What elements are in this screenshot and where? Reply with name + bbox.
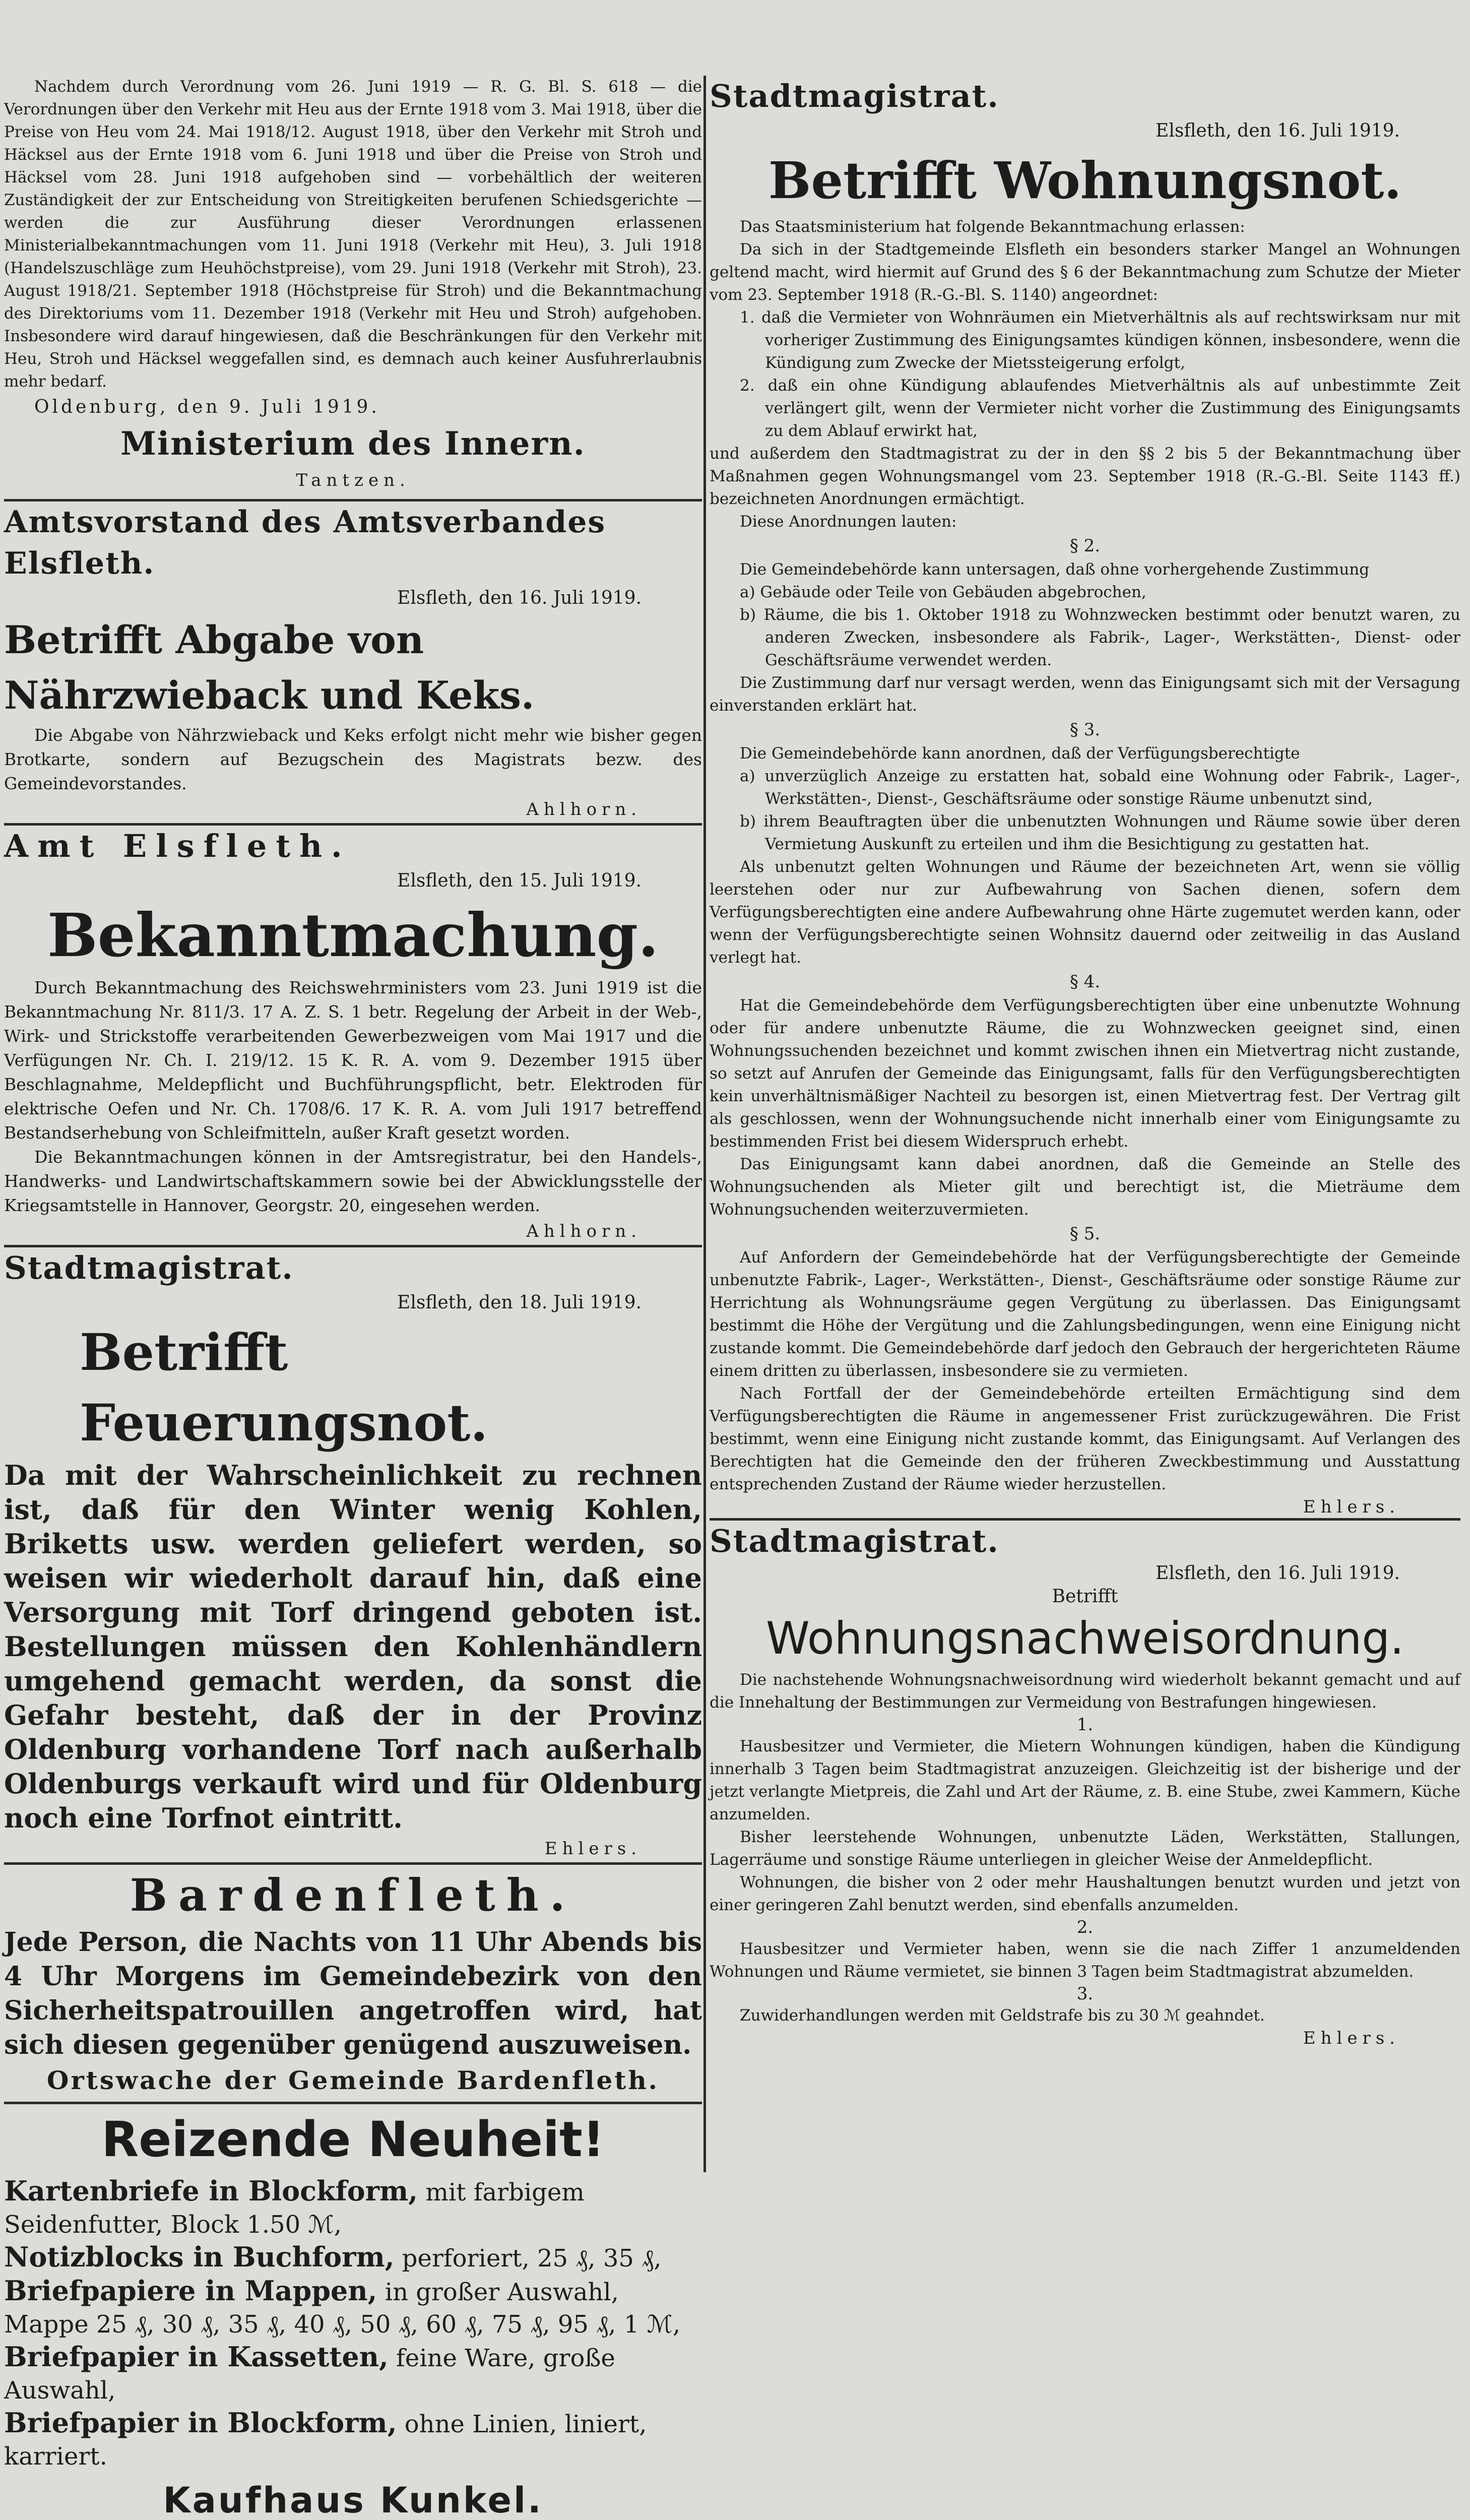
housing-item-1: 1. daß die Vermieter von Wohnräumen ein Mietverhältnis als auf rechtswirksam nur mit vorheriger Zustimmung des Einigungsamtes kündigen können, insbesondere, wenn die Kündigung zum Zwecke der Mietssteigerung erfolgt, <box>740 308 1460 372</box>
housing-agency: Stadtmagistrat. <box>710 78 999 114</box>
section-3-text: Die Gemeindebehörde kann anordnen, daß der Verfügungsberechtigte <box>740 744 1300 763</box>
advertisement <box>4 2104 702 2520</box>
right-column <box>710 76 1460 2049</box>
amtsvorstand-dateline: Elsfleth, den 16. Juli 1919. <box>397 588 642 608</box>
amt-signer: Ahlhorn. <box>526 1221 642 1241</box>
housing-headline: Betrifft Wohnungsnot. <box>768 151 1402 210</box>
advert-line-4-detail: feine Ware, große Auswahl, <box>4 2344 615 2405</box>
ordinance-item-2-number: 2. <box>1076 1917 1094 1937</box>
ordinance-pre-headline: Betrifft <box>1052 1586 1118 1607</box>
section-3-text-2: Als unbenutzt gelten Wohnungen und Räume der bezeichneten Art, wenn sie völlig leerstehen oder nur zur Aufbewahrung von Sachen dienen, sofern dem Verfügungsberechtigten eine andere Aufbewahrung ohne Härte zugemutet werden kann, oder wenn der Verfügungsberechtigte seinen Wohnsitz dauernd oder zeitweilig in das Ausland verlegt hat. <box>710 858 1460 967</box>
fuel-headline: Betrifft Feuerungsnot. <box>80 1322 488 1453</box>
advert-store: Kaufhaus Kunkel. <box>163 2480 543 2520</box>
ordinance-signer: Ehlers. <box>1303 2028 1400 2048</box>
fuel-notice <box>4 1247 702 1862</box>
housing-p3: Diese Anordnungen lauten: <box>740 513 957 531</box>
ordinance-item-2-text: Hausbesitzer und Vermieter haben, wenn sie die nach Ziffer 1 anzumeldenden Wohnungen und Räume vermietet, sie binnen 3 Tagen beim Stadtmagistrat abzumelden. <box>710 1940 1460 1981</box>
housing-signer: Ehlers. <box>1303 1497 1400 1517</box>
housing-item-2: 2. daß ein ohne Kündigung ablaufendes Mietverhältnis als auf unbestimmte Zeit verlängert gilt, wenn der Vermieter nicht vorher die Zustimmung des Einigungsamts zu dem Ablauf erwirkt hat, <box>740 376 1460 440</box>
bardenfleth-body: Jede Person, die Nachts von 11 Uhr Abends bis 4 Uhr Morgens im Gemeindebezirk von den Sicherheitspatrouillen angetroffen wird, hat sich diesen gegenüber genügend auszuweisen. <box>4 1927 702 2060</box>
ordinance-item-1-text-2: Bisher leerstehende Wohnungen, unbenutzte Läden, Werkstätten, Stallungen, Lagerräume und sonstige Räume unterliegen in gleicher Weise der Anmeldepflicht. <box>710 1828 1460 1869</box>
section-4-text: Hat die Gemeindebehörde dem Verfügungsberechtigten über eine unbenutzte Wohnung oder für andere unbenutzte Räume, die zu Wohnzwecken geeignet sind, einen Wohnungssuchenden bezeichnet und kommt zwischen ihnen ein Mietvertrag nicht zustande, so setzt auf Anrufen der Gemeinde das Einigungsamt, falls für den Verfügungsberechtigten kein unverhältnismäßiger Nachteil zu besorgen ist, einen Mietvertrag fest. Der Vertrag gilt als geschlossen, wenn der Wohnungsuchende nicht innerhalb einer vom Einigungsamte zu bestimmenden Frist bei diesem Widerspruch erhebt. <box>710 996 1460 1151</box>
housing-p1: Da sich in der Stadtgemeinde Elsfleth ein besonders starker Mangel an Wohnungen geltend macht, wird hiermit auf Grund des § 6 der Bekanntmachung zum Schutze der Mieter vom 23. September 1918 (R.-G.-Bl. S. 1140) angeordnet: <box>710 240 1460 304</box>
amt-notice <box>4 826 702 1245</box>
advert-line-2-detail: perforiert, 25 ₰, 35 ₰, <box>394 2244 662 2273</box>
column-divider <box>704 76 706 2172</box>
advert-line-2-product: Notizblocks in Buchform, <box>4 2241 395 2273</box>
ordinance-dateline: Elsfleth, den 16. Juli 1919. <box>1156 1563 1400 1584</box>
section-2-a: a) Gebäude oder Teile von Gebäuden abgebrochen, <box>740 583 1146 601</box>
ministry-dateline: Oldenburg, den 9. Juli 1919. <box>34 397 380 417</box>
advert-line-5 <box>4 2407 702 2473</box>
advert-line-1-product: Kartenbriefe in Blockform, <box>4 2175 418 2207</box>
fuel-body: Da mit der Wahrscheinlichkeit zu rechnen ist, daß für den Winter wenig Kohlen, Briketts usw. werden geliefert werden, so weisen wir wiederholt darauf hin, daß eine Versorgung mit Torf dringend geboten ist. Bestellungen müssen den Kohlenhändlern umgehend gemacht werden, da sonst die Gefahr besteht, daß der in der Provinz Oldenburg vorhandene Torf nach außerhalb Oldenburgs verkauft wird und für Oldenburg noch eine Torfnot eintritt. <box>4 1459 702 1834</box>
amt-dateline: Elsfleth, den 15. Juli 1919. <box>397 870 642 891</box>
bardenfleth-title: Bardenfleth. <box>130 1869 577 1921</box>
ministry-signature: Ministerium des Innern. <box>120 425 586 463</box>
amt-body-1: Durch Bekanntmachung des Reichswehrministers vom 23. Juni 1919 ist die Bekanntmachung Nr. 811/3. 17 A. Z. S. 1 betr. Regelung der Arbeit in der Web-, Wirk- und Strickstoffe verarbeitenden Gewerbezweigen vom Mai 1917 und die Verfügungen Nr. Ch. I. 219/12. 15 K. R. A. vom 9. Dezember 1915 über Beschlagnahme, Meldepflicht und Buchführungspflicht, betr. Elektroden für elektrische Oefen und Nr. Ch. 1708/6. 17 K. R. A. vom Juli 1917 betreffend Bestandserhebung von Schleifmitteln, außer Kraft gesetzt worden. <box>4 978 702 1143</box>
section-2-heading: § 2. <box>1069 536 1101 556</box>
section-5-text: Auf Anfordern der Gemeindebehörde hat der Verfügungsberechtigte der Gemeinde unbenutzte Fabrik-, Lager-, Werkstätten-, Dienst-, Geschäftsräume oder sonstige Räume zur Herrichtung als Wohnungsräume gegen Vergütung zu überlassen. Das Einigungsamt bestimmt die Höhe der Vergütung und die Zahlungsbedingungen, wenn eine Einigung nicht zustande kommt. Die Gemeindebehörde darf jedoch den Gebrauch der hergerichteten Räume einem dritten zu überlassen, insbesondere sie zu vermieten. <box>710 1248 1460 1380</box>
fuel-agency: Stadtmagistrat. <box>4 1249 294 1286</box>
fuel-dateline: Elsfleth, den 18. Juli 1919. <box>397 1292 642 1313</box>
section-4-text-2: Das Einigungsamt kann dabei anordnen, daß die Gemeinde an Stelle des Wohnungsuchenden als Mieter gilt und berechtigt ist, die Mieträume dem Wohnungsuchenden weiterzuvermieten. <box>710 1155 1460 1219</box>
amtsvorstand-notice <box>4 501 702 823</box>
amtsvorstand-body: Die Abgabe von Nährzwieback und Keks erfolgt nicht mehr wie bisher gegen Brotkarte, sondern auf Bezugschein des Magistrats bezw. des Gemeindevorstandes. <box>4 725 702 793</box>
ordinance-intro: Die nachstehende Wohnungsnachweisordnung wird wiederholt bekannt gemacht und auf die Innehaltung der Bestimmungen zur Vermeidung von Bestrafungen hingewiesen. <box>710 1671 1460 1712</box>
section-2-b: b) Räume, die bis 1. Oktober 1918 zu Wohnzwecken bestimmt oder benutzt waren, zu anderen Zwecken, insbesondere als Fabrik-, Lager-, Werkstätten-, Dienst- oder Geschäftsräume verwendet werden. <box>740 606 1460 669</box>
section-5-heading: § 5. <box>1069 1224 1101 1244</box>
advert-line-2 <box>4 2241 702 2275</box>
advert-title: Reizende Neuheit! <box>101 2111 605 2168</box>
ordinance-agency: Stadtmagistrat. <box>710 1523 999 1559</box>
advert-line-1 <box>4 2175 702 2241</box>
amtsvorstand-agency: Amtsvorstand des Amtsverbandes Elsfleth. <box>4 505 606 581</box>
ordinance-item-3-text: Zuwiderhandlungen werden mit Geldstrafe bis zu 30 ℳ geahndet. <box>740 2006 1265 2025</box>
ministry-body: Nachdem durch Verordnung vom 26. Juni 1919 — R. G. Bl. S. 618 — die Verordnungen über den Verkehr mit Heu aus der Ernte 1918 vom 3. Mai 1918, über die Preise von Heu vom 24. Mai 1918/12. August 1918, über den Verkehr mit Stroh und Häcksel aus der Ernte 1918 vom 6. Juni 1918 und über die Preise von Stroh und Häcksel vom 28. Juni 1918 aufgehoben sind — vorbehältlich der weiteren Zuständigkeit der zur Entscheidung von Streitigkeiten berufenen Schiedsgerichte — werden die zur Ausführung dieser Verordnungen erlassenen Ministerialbekanntmachungen vom 11. Juni 1918 (Verkehr mit Heu), 3. Juli 1918 (Handelszuschläge zum Heuhöchstpreise), vom 29. Juni 1918 (Verkehr mit Stroh), 23. August 1918/21. September 1918 (Höchstpreise für Stroh) und die Bekanntmachung des Direktoriums vom 11. Dezember 1918 (Verkehr mit Heu und Stroh) aufgehoben. Insbesondere wird darauf hingewiesen, daß die Beschränkungen für den Verkehr mit Heu, Stroh und Häcksel weggefallen sind, es demnach auch keiner Ausfuhrerlaubnis mehr bedarf. <box>4 78 702 391</box>
housing-dateline: Elsfleth, den 16. Juli 1919. <box>1156 120 1400 141</box>
ordinance-notice <box>710 1521 1460 2049</box>
left-column <box>4 76 702 2520</box>
section-3-heading: § 3. <box>1069 720 1101 740</box>
housing-p2: und außerdem den Stadtmagistrat zu der in den §§ 2 bis 5 der Bekanntmachung über Maßnahmen gegen Wohnungsmangel vom 23. September 1918 (R.-G.-Bl. Seite 1143 ff.) bezeichneten Anordnungen ermächtigt. <box>710 445 1460 508</box>
section-2-text-2: Die Zustimmung darf nur versagt werden, wenn das Einigungsamt sich mit der Versagung einverstanden erklärt hat. <box>710 674 1460 715</box>
ordinance-item-1-text: Hausbesitzer und Vermieter, die Mietern Wohnungen kündigen, haben die Kündigung innerhalb 3 Tagen beim Stadtmagistrat anzuzeigen. Gleichzeitig ist der bisherige und der jetzt verlangte Mietpreis, die Zahl und Art der Räume, z. B. eine Stube, zwei Kammern, Küche anzumelden. <box>710 1737 1460 1823</box>
ordinance-item-3-number: 3. <box>1076 1984 1094 2004</box>
amtsvorstand-signer: Ahlhorn. <box>526 799 642 820</box>
fuel-signer: Ehlers. <box>544 1839 642 1859</box>
advert-line-4-product: Briefpapier in Kassetten, <box>4 2341 389 2373</box>
amt-agency: Amt Elsfleth. <box>4 828 351 864</box>
ordinance-headline: Wohnungsnachweisordnung. <box>765 1612 1404 1664</box>
section-3-b: b) ihrem Beauftragten über die unbenutzten Wohnungen und Räume sowie über deren Vermietung Auskunft zu erteilen und ihm die Besichtigung zu gestatten hat. <box>740 812 1460 853</box>
advert-line-3 <box>4 2275 702 2341</box>
ordinance-item-1-number: 1. <box>1076 1715 1094 1735</box>
advert-line-1-detail: mit farbigem Seidenfutter, Block 1.50 ℳ, <box>4 2178 585 2239</box>
section-2-text: Die Gemeindebehörde kann untersagen, daß ohne vorhergehende Zustimmung <box>740 560 1370 579</box>
amt-headline: Bekanntmachung. <box>47 900 659 970</box>
housing-notice <box>710 76 1460 1518</box>
bardenfleth-signature: Ortswache der Gemeinde Bardenfleth. <box>46 2065 660 2095</box>
ministry-notice <box>4 76 702 494</box>
amt-body-2: Die Bekanntmachungen können in der Amtsregistratur, bei den Handels-, Handwerks- und Landwirtschaftskammern sowie bei der Abwicklungsstelle der Kriegsamtstelle in Hannover, Georgstr. 20, eingesehen werden. <box>4 1147 702 1215</box>
advert-line-4 <box>4 2341 702 2407</box>
section-5-text-2: Nach Fortfall der der Gemeindebehörde erteilten Ermächtigung sind dem Verfügungsberechtigten die Räume in angemessener Frist zurückzugewähren. Die Frist bestimmt, wenn eine Einigung nicht zustande kommt, das Einigungsamt. Auf Verlangen des Berechtigten hat die Gemeinde den der früheren Zweckbestimmung und Ausstattung entsprechenden Zustand der Räume wieder herzustellen. <box>710 1384 1460 1493</box>
bardenfleth-notice <box>4 1865 702 2099</box>
section-4-heading: § 4. <box>1069 972 1101 992</box>
amtsvorstand-headline: Betrifft Abgabe von Nährzwieback und Keks. <box>4 617 535 718</box>
advert-line-3-product: Briefpapiere in Mappen, <box>4 2275 377 2307</box>
section-3-a: a) unverzüglich Anzeige zu erstatten hat, sobald eine Wohnung oder Fabrik-, Lager-, Werkstätten-, Dienst-, Geschäftsräume oder sonstige Räume unbenutzt sind, <box>740 767 1460 808</box>
advert-line-5-product: Briefpapier in Blockform, <box>4 2407 397 2439</box>
housing-intro: Das Staatsministerium hat folgende Bekanntmachung erlassen: <box>740 218 1245 236</box>
advert-line-5-detail: ohne Linien, liniert, karriert. <box>4 2410 647 2471</box>
advert-line-3-detail: in großer Auswahl, Mappe 25 ₰, 30 ₰, 35 ₰, 40 ₰, 50 ₰, 60 ₰, 75 ₰, 95 ₰, 1 ℳ, <box>4 2278 681 2339</box>
ordinance-item-1-text-3: Wohnungen, die bisher von 2 oder mehr Haushaltungen benutzt wurden und jetzt von einer geringeren Zahl benutzt werden, sind ebenfalls anzumelden. <box>710 1873 1460 1914</box>
ministry-signer: Tantzen. <box>296 470 410 490</box>
